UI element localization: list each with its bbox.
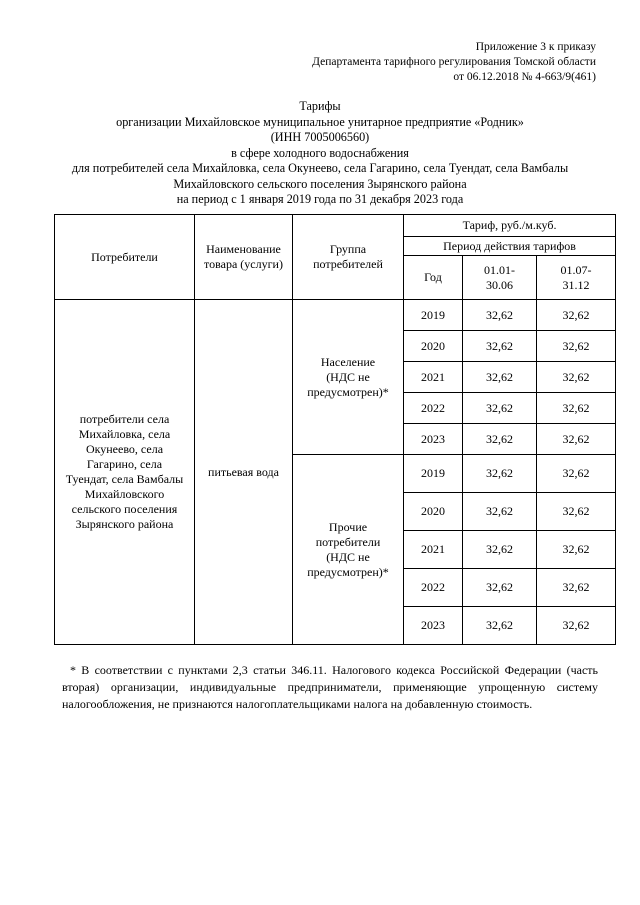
title-line-7: на период с 1 января 2019 года по 31 декабря 2023 года (176, 192, 464, 206)
tariff-value-cell: 32,62 (463, 455, 537, 493)
tariff-value-cell: 32,62 (463, 424, 537, 455)
tariff-value-cell: 32,62 (537, 331, 616, 362)
order-reference (312, 40, 596, 85)
header-period-1: 01.01- 30.06 (463, 256, 537, 300)
tariff-value-cell: 32,62 (463, 362, 537, 393)
header-line-appendix: Приложение 3 к приказу (475, 41, 596, 53)
document-title (40, 99, 600, 208)
header-goods: Наименование товара (услуги) (195, 215, 293, 300)
year-cell: 2021 (404, 362, 463, 393)
tariff-value-cell: 32,62 (537, 607, 616, 645)
header-tariff: Тариф, руб./м.куб. (404, 215, 616, 237)
title-line-3: (ИНН 7005006560) (270, 130, 370, 144)
header-line-department: Департамента тарифного регулирования Томской области (312, 56, 596, 68)
year-cell: 2023 (404, 424, 463, 455)
footnote-text: * В соответствии с пунктами 2,3 статьи 346.11. Налогового кодекса Российской Федерации (часть вторая) организации, индивидуальные предприниматели, применяющие упрощенную систему налогообложения, не признаются налогоплательщиками налога на добавленную стоимость. (62, 663, 598, 711)
tariff-value-cell: 32,62 (537, 362, 616, 393)
tariff-value-cell: 32,62 (463, 531, 537, 569)
year-cell: 2022 (404, 393, 463, 424)
title-line-4: в сфере холодного водоснабжения (231, 145, 409, 160)
consumer-group-cell: Прочие потребители (НДС не предусмотрен)* (293, 455, 404, 645)
year-cell: 2020 (404, 493, 463, 531)
footnote (62, 662, 598, 713)
consumer-group-cell: Население (НДС не предусмотрен)* (293, 300, 404, 455)
tariff-value-cell: 32,62 (463, 393, 537, 424)
tariff-value-cell: 32,62 (537, 300, 616, 331)
header-line-order-date: от 06.12.2018 № 4-663/9(461) (453, 71, 596, 83)
header-year: Год (404, 256, 463, 300)
header-consumer-group: Группа потребителей (293, 215, 404, 300)
tariff-value-cell: 32,62 (537, 393, 616, 424)
title-line-6: Михайловского сельского поселения Зырянского района (173, 176, 467, 191)
tariff-value-cell: 32,62 (463, 300, 537, 331)
goods-cell: питьевая вода (195, 300, 293, 645)
header-period-2: 01.07- 31.12 (537, 256, 616, 300)
tariff-value-cell: 32,62 (537, 531, 616, 569)
tariff-table (54, 214, 616, 645)
tariff-value-cell: 32,62 (537, 424, 616, 455)
title-line-5: для потребителей села Михайловка, села Окунеево, села Гагарино, села Туендат, села Вамбалы (71, 161, 569, 175)
title-line-2: организации Михайловское муниципальное унитарное предприятие «Родник» (116, 114, 524, 129)
year-cell: 2023 (404, 607, 463, 645)
year-cell: 2021 (404, 531, 463, 569)
year-cell: 2020 (404, 331, 463, 362)
tariff-value-cell: 32,62 (537, 493, 616, 531)
year-cell: 2019 (404, 300, 463, 331)
table-row (55, 300, 616, 331)
header-consumers: Потребители (55, 215, 195, 300)
tariff-value-cell: 32,62 (537, 455, 616, 493)
tariff-value-cell: 32,62 (463, 493, 537, 531)
consumers-cell: потребители села Михайловка, села Окунеево, села Гагарино, села Туендат, села Вамбалы Михайловского сельского поселения Зырянского района (55, 300, 195, 645)
tariff-value-cell: 32,62 (463, 607, 537, 645)
header-row-1 (55, 215, 616, 237)
year-cell: 2019 (404, 455, 463, 493)
title-line-1: Тарифы (299, 99, 341, 113)
tariff-value-cell: 32,62 (463, 331, 537, 362)
header-period: Период действия тарифов (404, 237, 616, 256)
year-cell: 2022 (404, 569, 463, 607)
tariff-value-cell: 32,62 (537, 569, 616, 607)
tariff-value-cell: 32,62 (463, 569, 537, 607)
